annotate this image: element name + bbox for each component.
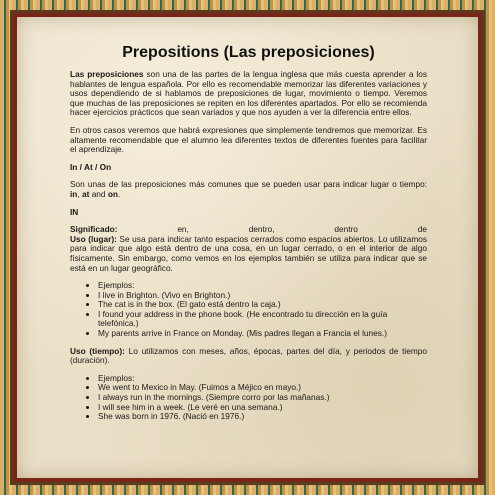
section-heading-in: IN	[70, 206, 79, 217]
word-in: in	[70, 188, 78, 199]
word-at: at	[82, 188, 90, 199]
uso-lugar-text: Se usa para indicar tanto espacios cerrados como espacios abiertos. Lo utilizamos para indicar que algo está dentro de una cosa, en un lugar cerrado, o en el interior de algo físicamente. Sin embargo, como vemos en los ejemplos también se utiliza para indicar que se está en un lugar geográfico.	[70, 233, 427, 273]
significado-word: dentro	[334, 224, 358, 235]
word-on: on	[107, 188, 118, 199]
uso-lugar-label: Uso (lugar):	[70, 233, 117, 244]
list-item: • She was born in 1976. (Nació en 1976.)	[98, 412, 427, 422]
uso-tiempo-paragraph	[70, 347, 427, 366]
uso-tiempo-label: Uso (tiempo):	[70, 345, 125, 356]
intro-paragraph	[70, 70, 427, 118]
examples-lugar-list	[70, 281, 427, 339]
uso-lugar-paragraph	[70, 235, 427, 273]
list-item: • I live in Brighton. (Vivo en Brighton.)	[98, 291, 427, 301]
list-item: • Ejemplos:	[98, 374, 427, 384]
list-item: • My parents arrive in France on Monday. (Mis padres llegan a Francia el lunes.)	[98, 329, 427, 339]
uso-tiempo-text: Lo utilizamos con meses, años, épocas, partes del día, y periodos de tiempo (duración).	[70, 345, 427, 366]
page-title: Prepositions (Las preposiciones)	[122, 44, 375, 61]
separator: ,	[77, 188, 82, 199]
significado-block	[70, 225, 427, 273]
separator: and	[89, 188, 108, 199]
section-heading-in-at-on: In / At / On	[70, 161, 112, 172]
examples-tiempo-list	[70, 374, 427, 422]
period: .	[118, 188, 121, 199]
list-item: • I found your address in the phone book. (He encontrado tu dirección en la guía telefónica.)	[98, 310, 427, 329]
list-item: • We went to Mexico in May. (Fuimos a Méjico en mayo.)	[98, 383, 427, 393]
significado-word: en,	[177, 224, 189, 235]
list-item: • The cat is in the box. (El gato está dentro la caja.)	[98, 300, 427, 310]
intro-text: son una de las partes de la lengua inglesa que más cuesta aprender a los hablantes de lengua española. Por ello es recomendable memorizar las diferentes variaciones y usos dependiendo de si hablamos de preposiciones de lugar, movimiento o tiempo. Veremos que muchas de las preposiciones se repiten en los diferentes apartados. Por ello se recomienda hacer ejercicios prácticos que sean variados y que nos ayuden a ver la diferencia entre ellos.	[70, 69, 428, 118]
third-paragraph	[70, 180, 427, 199]
intro-lead: Las preposiciones	[70, 69, 144, 79]
list-item: • I will see him in a week. (Le veré en una semana.)	[98, 403, 427, 413]
list-item: • Ejemplos:	[98, 281, 427, 291]
significado-word: dentro,	[248, 224, 275, 235]
significado-word: de	[417, 224, 427, 235]
list-item: • I always run in the mornings. (Siempre corro por las mañanas.)	[98, 393, 427, 403]
third-paragraph-text: Son unas de las preposiciones más comunes que se pueden usar para indicar lugar o tiempo:	[70, 179, 427, 190]
significado-label: Significado:	[70, 224, 118, 235]
second-paragraph: En otros casos veremos que habrá expresiones que simplemente tendremos que memorizar. Es altamente recomendable que el alumno lea diferentes textos de diferentes fuentes para facilitar el aprendizaje.	[70, 124, 427, 155]
document-body	[70, 44, 427, 430]
